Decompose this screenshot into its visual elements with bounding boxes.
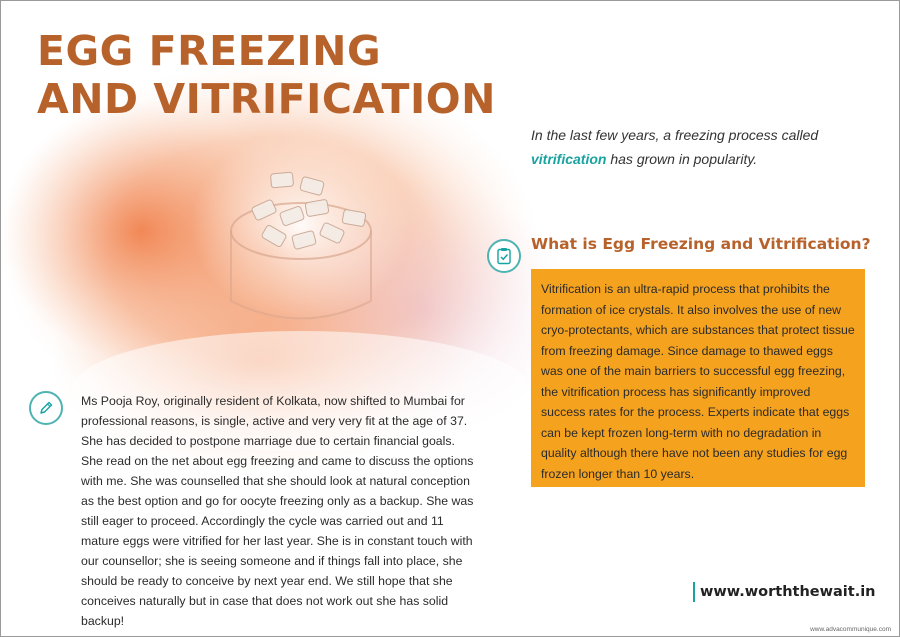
clipboard-check-icon: [487, 239, 521, 273]
page-title: [37, 27, 496, 123]
credit-text: www.advacommunique.com: [810, 626, 891, 633]
case-story-text: Ms Pooja Roy, originally resident of Kolkata, now shifted to Mumbai for professional reasons, is single, active and very very fit at the age of 37. She has decided to postpone marriage due to certain financial goals. She read on the net about egg freezing and came to discuss the options with me. She was counselled that she should look at natural conception as the best option and go for oocyte freezing only as a backup. She was still eager to proceed. Accordingly the cycle was carried out and 11 mature eggs were vitrified for her last year. She is in constant touch with our counsellor; she is seeing someone and if things fall into place, she should be ready to conceive by next year end. We still hope that she conceives naturally but in case that does not work out she has solid backup!: [81, 394, 474, 628]
case-story: [81, 391, 477, 631]
intro-after: has grown in popularity.: [606, 151, 758, 167]
intro-text: [531, 123, 881, 171]
info-box-text: Vitrification is an ultra-rapid process that prohibits the formation of ice crystals. It also involves the use of new cryo-protectants, which are substances that protect tissue from freezing damage. Since damage to thawed eggs was one of the main barriers to successful egg freezing, the vitrification process has significantly improved success rates for the process. Experts indicate that eggs can be kept frozen long-term with no degradation in quality although there have not been any studies for egg frozen longer than 10 years.: [541, 282, 855, 481]
title-line-1: EGG FREEZING: [37, 27, 382, 75]
intro-highlight: vitrification: [531, 151, 607, 167]
info-box: [531, 269, 865, 487]
section-heading: What is Egg Freezing and Vitrification?: [531, 235, 871, 253]
website-link[interactable]: www.worththewait.in: [693, 582, 876, 602]
title-line-2: AND VITRIFICATION: [37, 75, 496, 123]
pen-icon: [29, 391, 63, 425]
intro-before: In the last few years, a freezing process called: [531, 127, 819, 143]
